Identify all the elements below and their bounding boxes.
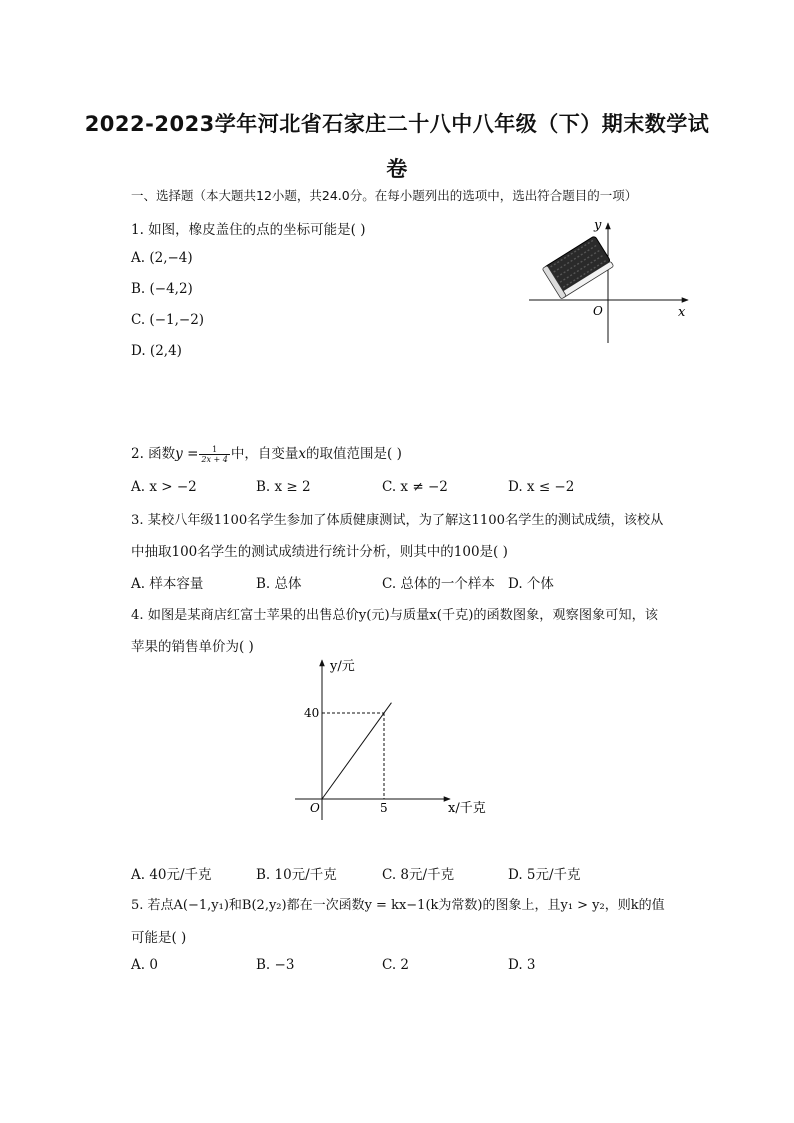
- q2-rest: 中，自变量: [230, 446, 299, 462]
- q2-fraction: [199, 445, 229, 464]
- question-5-line-2: 可能是( ): [131, 930, 187, 946]
- q2-frac-num: 1: [199, 445, 229, 455]
- q4-chart: [290, 652, 505, 822]
- q1-figure: [525, 215, 695, 350]
- q5-option-d: D. 3: [508, 957, 536, 973]
- q2-option-c: C. x ≠ −2: [382, 479, 448, 495]
- q3-option-c: C. 总体的一个样本: [382, 576, 495, 592]
- q5-option-a: A. 0: [131, 957, 158, 973]
- q4-x-tick-5: 5: [380, 801, 388, 815]
- q5-option-b: B. −3: [256, 957, 295, 973]
- q4-option-b: B. 10元/千克: [256, 867, 337, 883]
- q1-y-label: y: [594, 218, 602, 233]
- q4-x-axis-label: x/千克: [448, 801, 486, 816]
- q1-origin-label: O: [593, 304, 603, 318]
- question-3-line-1: 3. 某校八年级1100名学生参加了体质健康测试，为了解这1100名学生的测试成绩，该校从: [131, 513, 664, 528]
- q4-option-a: A. 40元/千克: [131, 867, 212, 883]
- q2-rest2: 的取值范围是( ): [306, 446, 402, 462]
- q4-origin-label: O: [310, 801, 320, 815]
- question-4-line-2: 苹果的销售单价为( ): [131, 639, 254, 655]
- q3-option-b: B. 总体: [256, 576, 302, 592]
- eraser-icon: [542, 236, 614, 299]
- question-5-line-1: 5. 若点A(−1,y₁)和B(2,y₂)都在一次函数y = kx−1(k为常数)的图象上，且y₁ > y₂，则k的值: [131, 898, 665, 913]
- q1-option-c: C. (−1,−2): [131, 312, 205, 328]
- q1-option-b: B. (−4,2): [131, 281, 193, 297]
- section-heading: 一、选择题（本大题共12小题，共24.0分。在每小题列出的选项中，选出符合题目的一项）: [131, 188, 638, 203]
- title-line-2: 卷: [386, 157, 408, 181]
- q2-y-eq: y =: [175, 446, 199, 462]
- q4-option-c: C. 8元/千克: [382, 867, 455, 883]
- question-3-line-2: 中抽取100名学生的测试成绩进行统计分析，则其中的100是( ): [131, 544, 508, 560]
- q2-option-b: B. x ≥ 2: [256, 479, 311, 495]
- q3-option-a: A. 样本容量: [131, 576, 204, 592]
- q1-x-label: x: [678, 305, 686, 320]
- q1-option-a: A. (2,−4): [131, 250, 193, 266]
- question-4-line-1: 4. 如图是某商店红富士苹果的出售总价y(元)与质量x(千克)的函数图象，观察图象可知，该: [131, 608, 658, 623]
- title-line-1: 2022-2023学年河北省石家庄二十八中八年级（下）期末数学试: [84, 112, 710, 136]
- q4-series-line: [322, 703, 391, 799]
- q2-option-a: A. x > −2: [131, 479, 197, 495]
- q2-frac-den: 2x + 4: [201, 455, 228, 464]
- q1-option-d: D. (2,4): [131, 343, 182, 359]
- question-1: 1. 如图，橡皮盖住的点的坐标可能是( ): [131, 222, 366, 238]
- q2-number: 2. 函数: [131, 446, 176, 462]
- q5-option-c: C. 2: [382, 957, 410, 973]
- q4-y-axis-label: y/元: [330, 659, 355, 674]
- exam-title: [80, 102, 714, 192]
- q2-var: x: [298, 446, 307, 462]
- q2-option-d: D. x ≤ −2: [508, 479, 575, 495]
- q3-option-d: D. 个体: [508, 576, 554, 592]
- q4-y-tick-40: 40: [304, 706, 320, 720]
- q4-option-d: D. 5元/千克: [508, 867, 581, 883]
- question-2: [131, 442, 402, 464]
